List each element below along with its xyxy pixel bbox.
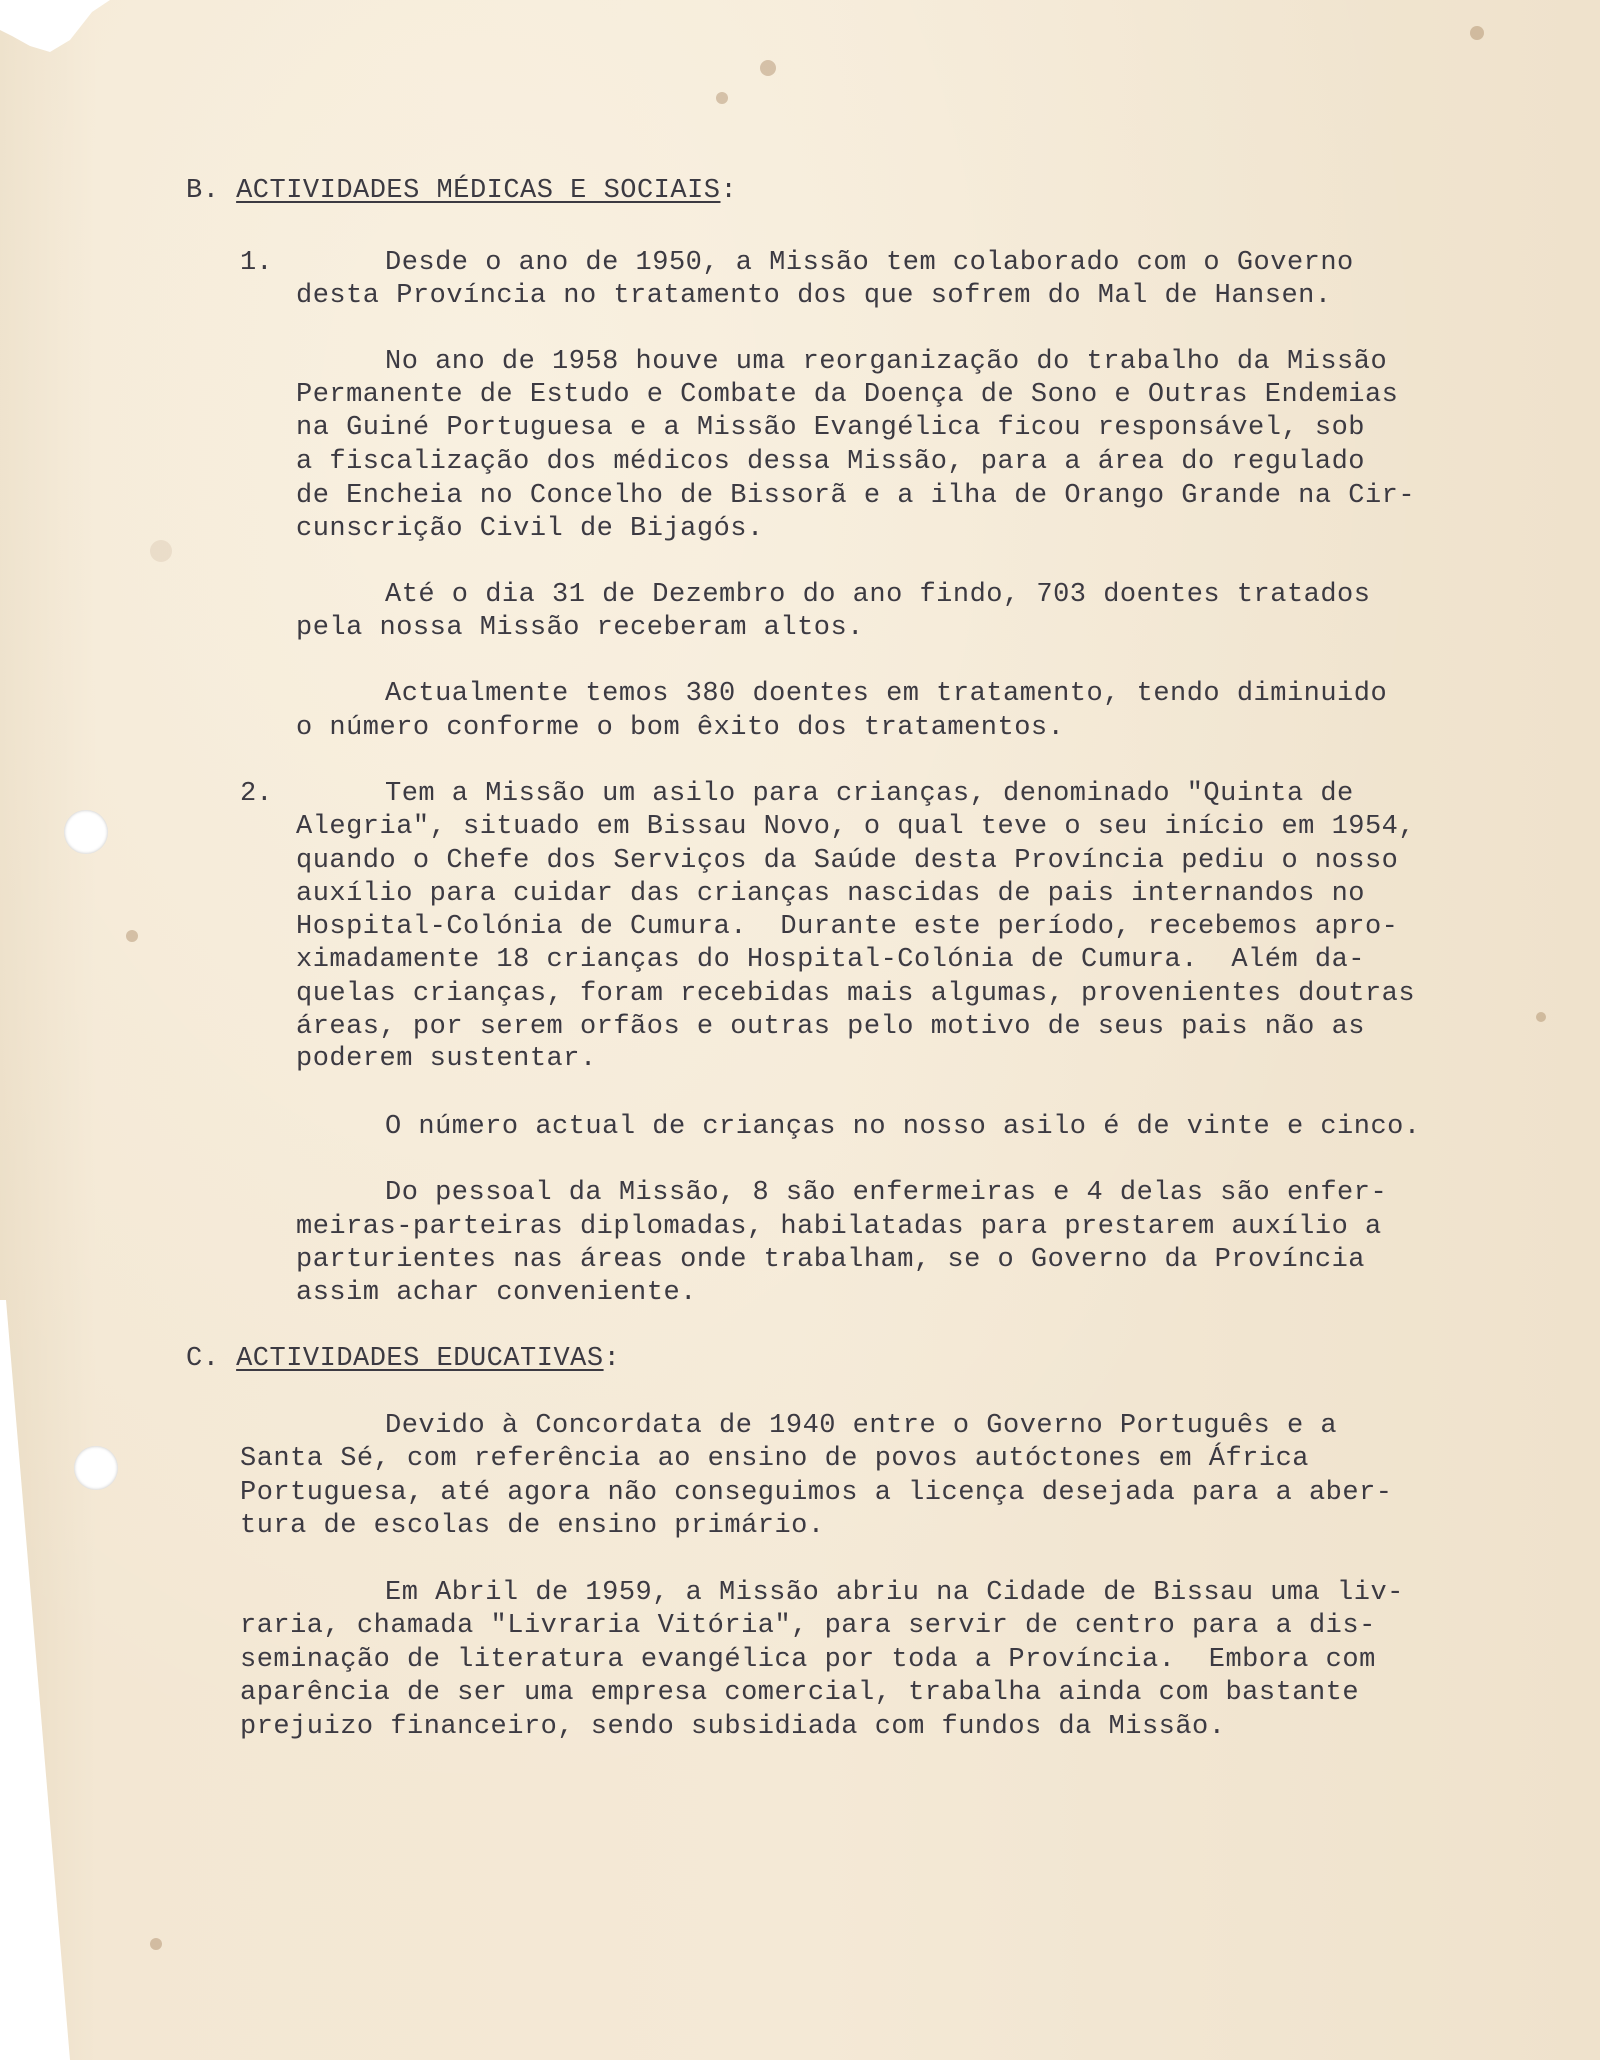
text-line: Desde o ano de 1950, a Missão tem colaborado com o Governo <box>385 248 1354 278</box>
stain-mark <box>126 930 138 942</box>
torn-corner <box>0 0 110 60</box>
text-line: Em Abril de 1959, a Missão abriu na Cidade de Bissau uma liv- <box>385 1578 1404 1608</box>
text-line: No ano de 1958 houve uma reorganização do trabalho da Missão <box>385 347 1388 377</box>
text-line: a fiscalização dos médicos dessa Missão, para a área do regulado <box>296 447 1365 477</box>
text-line: seminação de literatura evangélica por toda a Província. Embora com <box>240 1645 1376 1675</box>
punch-hole-bottom <box>74 1446 118 1490</box>
text-line: áreas, por serem orfãos e outras pelo motivo de seus pais não as <box>296 1012 1365 1042</box>
text-line: assim achar conveniente. <box>296 1278 697 1308</box>
text-line: Devido à Concordata de 1940 entre o Governo Português e a <box>385 1411 1338 1441</box>
section-b-heading <box>186 174 737 208</box>
section-b-letter: B. <box>186 176 220 206</box>
text-line: Actualmente temos 380 doentes em tratamento, tendo diminuido <box>385 679 1388 709</box>
text-line: aparência de ser uma empresa comercial, trabalha ainda com bastante <box>240 1678 1360 1708</box>
punch-hole-top <box>64 810 108 854</box>
text-line: cunscrição Civil de Bijagós. <box>296 514 764 544</box>
text-line: quelas crianças, foram recebidas mais algumas, provenientes doutras <box>296 979 1416 1009</box>
text-line: auxílio para cuidar das crianças nascidas de pais internandos no <box>296 879 1365 909</box>
section-c-colon: : <box>603 1344 621 1374</box>
item-1-number: 1. <box>240 248 273 278</box>
text-line: O número actual de crianças no nosso asilo é de vinte e cinco. <box>385 1112 1421 1142</box>
text-line: tura de escolas de ensino primário. <box>240 1511 825 1541</box>
stain-mark <box>1470 26 1484 40</box>
text-line: quando o Chefe dos Serviços da Saúde desta Província pediu o nosso <box>296 846 1399 876</box>
text-line: o número conforme o bom êxito dos tratamentos. <box>296 713 1065 743</box>
text-line: parturientes nas áreas onde trabalham, se o Governo da Província <box>296 1245 1365 1275</box>
text-line: Hospital-Colónia de Cumura. Durante este período, recebemos apro- <box>296 912 1399 942</box>
text-line: Permanente de Estudo e Combate da Doença de Sono e Outras Endemias <box>296 380 1399 410</box>
text-line: Até o dia 31 de Dezembro do ano findo, 703 doentes tratados <box>385 580 1371 610</box>
text-line: pela nossa Missão receberam altos. <box>296 613 864 643</box>
text-line: ximadamente 18 crianças do Hospital-Colónia de Cumura. Além da- <box>296 945 1365 975</box>
text-line: Tem a Missão um asilo para crianças, denominado "Quinta de <box>385 779 1354 809</box>
text-line: poderem sustentar. <box>296 1044 597 1074</box>
stain-mark <box>716 92 728 104</box>
section-c-heading <box>186 1342 620 1376</box>
torn-edge <box>0 1300 70 2060</box>
item-2-number: 2. <box>240 779 273 809</box>
text-line: Portuguesa, até agora não conseguimos a licença desejada para a aber- <box>240 1478 1393 1508</box>
stain-mark <box>1536 1012 1546 1022</box>
text-line: meiras-parteiras diplomadas, habilatadas para prestarem auxílio a <box>296 1212 1382 1242</box>
text-line: Santa Sé, com referência ao ensino de povos autóctones em África <box>240 1444 1309 1474</box>
stain-mark <box>150 1938 162 1950</box>
text-line: Alegria", situado em Bissau Novo, o qual teve o seu início em 1954, <box>296 812 1416 842</box>
text-line: raria, chamada "Livraria Vitória", para servir de centro para a dis- <box>240 1611 1376 1641</box>
section-b-title: ACTIVIDADES MÉDICAS E SOCIAIS <box>236 176 721 206</box>
section-c-letter: C. <box>186 1344 220 1374</box>
text-line: na Guiné Portuguesa e a Missão Evangélica ficou responsável, sob <box>296 413 1365 443</box>
text-line: desta Província no tratamento dos que sofrem do Mal de Hansen. <box>296 281 1332 311</box>
stain-mark <box>150 540 172 562</box>
text-line: Do pessoal da Missão, 8 são enfermeiras e 4 delas são enfer- <box>385 1178 1388 1208</box>
text-line: de Encheia no Concelho de Bissorã e a ilha de Orango Grande na Cir- <box>296 481 1416 511</box>
text-line: prejuizo financeiro, sendo subsidiada com fundos da Missão. <box>240 1712 1226 1742</box>
section-b-colon: : <box>720 176 738 206</box>
section-c-title: ACTIVIDADES EDUCATIVAS <box>236 1344 604 1374</box>
stain-mark <box>760 60 776 76</box>
